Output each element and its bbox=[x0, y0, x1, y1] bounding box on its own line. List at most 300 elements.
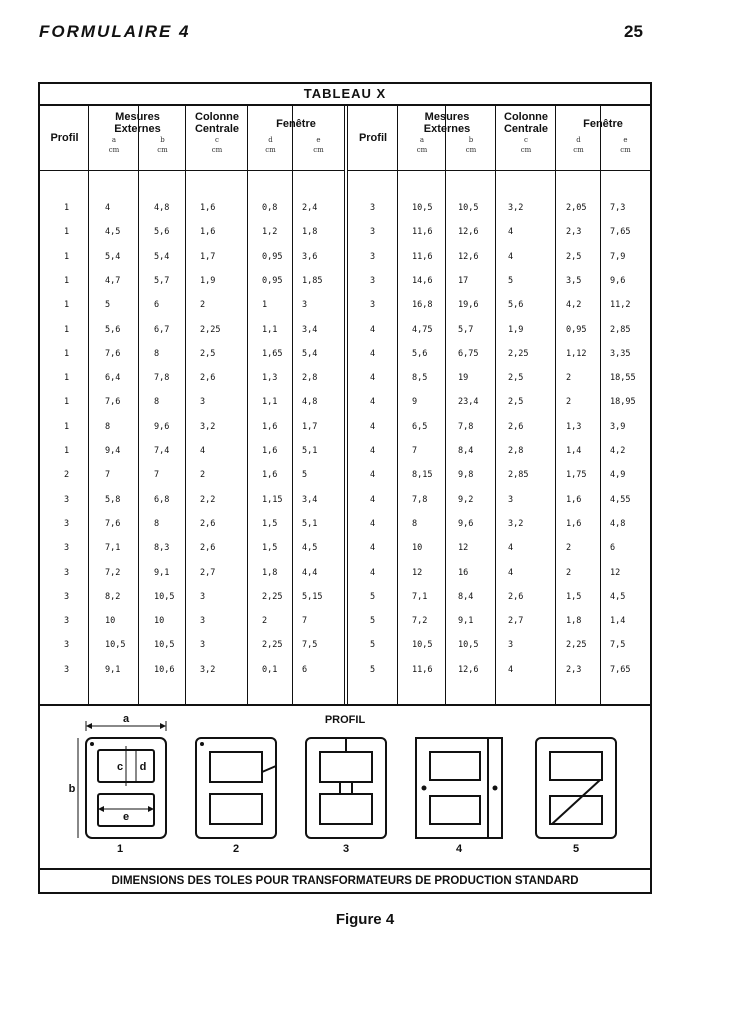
table-cell: 2 bbox=[566, 543, 572, 554]
profile-3-shape bbox=[306, 738, 386, 838]
table-cell: 4 bbox=[508, 664, 514, 675]
col-a-r bbox=[398, 104, 446, 704]
profile-number-2: 2 bbox=[232, 843, 240, 852]
table-cell: 1,5 bbox=[262, 543, 278, 554]
table-cell: 10,5 bbox=[154, 640, 175, 651]
table-cell: 6,8 bbox=[154, 494, 170, 505]
sub-c-r: c bbox=[524, 136, 528, 144]
table-cell: 5,6 bbox=[508, 300, 524, 311]
table-frame bbox=[38, 82, 652, 894]
table-cell: 2,05 bbox=[566, 203, 587, 213]
table-cell: 2,8 bbox=[508, 446, 524, 456]
table-cell: 12 bbox=[412, 567, 423, 578]
table-cell: 3 bbox=[200, 591, 206, 602]
dim-label-a: a bbox=[122, 713, 130, 725]
table-cell: 1,8 bbox=[262, 567, 278, 578]
table-cell: 2,5 bbox=[508, 397, 524, 408]
profil-title: PROFIL bbox=[324, 714, 366, 726]
table-cell: 1 bbox=[64, 397, 70, 408]
table-cell: 4 bbox=[508, 227, 514, 238]
arrow-right-icon bbox=[160, 723, 166, 729]
table-cell: 1,6 bbox=[262, 470, 278, 481]
table-cell: 1 bbox=[64, 300, 70, 311]
table-cell: 1 bbox=[64, 251, 70, 262]
table-cell: 7,65 bbox=[610, 227, 631, 238]
table-cell: 1 bbox=[64, 275, 70, 286]
table-cell: 4 bbox=[370, 470, 376, 481]
table-cell: 5,7 bbox=[458, 324, 474, 335]
col-c-r bbox=[496, 104, 556, 704]
table-cell: 4 bbox=[508, 251, 514, 262]
table-cell: 3,9 bbox=[610, 421, 626, 432]
table-cell: 9,4 bbox=[105, 446, 121, 456]
table-cell: 4 bbox=[370, 543, 376, 554]
header-mesures-1-r: Mesures bbox=[424, 111, 470, 123]
table-cell: 3 bbox=[64, 616, 70, 627]
col-d-r bbox=[556, 104, 601, 704]
hole-icon bbox=[493, 786, 498, 791]
table-cell: 1 bbox=[64, 421, 70, 432]
profile-5-shape bbox=[536, 738, 616, 838]
table-cell: 8,2 bbox=[105, 591, 121, 602]
table-cell: 2,5 bbox=[566, 251, 582, 262]
table-cell: 9 bbox=[412, 397, 418, 408]
table-cell: 2,6 bbox=[200, 543, 216, 554]
table-cell: 4,8 bbox=[610, 518, 626, 529]
table-cell: 12 bbox=[458, 543, 469, 554]
table-cell: 2,25 bbox=[566, 640, 587, 651]
header-mesures-2: Externes bbox=[114, 123, 161, 135]
table-cell: 9,8 bbox=[458, 470, 474, 481]
table-cell: 2,25 bbox=[200, 324, 221, 335]
table-cell: 10 bbox=[105, 616, 116, 627]
table-cell: 7 bbox=[302, 616, 308, 627]
col-c bbox=[186, 104, 248, 704]
table-cell: 3 bbox=[64, 494, 70, 505]
table-cell: 1,6 bbox=[262, 421, 278, 432]
table-cell: 4,2 bbox=[566, 300, 582, 311]
table-cell: 1,7 bbox=[302, 421, 318, 432]
table-header-left bbox=[40, 104, 344, 171]
table-cell: 1 bbox=[64, 324, 70, 335]
profile-2-shape bbox=[196, 738, 276, 838]
table-cell: 3,35 bbox=[610, 348, 631, 359]
table-cell: 7,2 bbox=[105, 567, 121, 578]
table-cell: 0,95 bbox=[566, 324, 587, 335]
table-cell: 2,6 bbox=[200, 373, 216, 384]
header-colonne-1: Colonne bbox=[195, 111, 239, 123]
table-cell: 9,1 bbox=[105, 664, 121, 675]
table-cell: 8,15 bbox=[412, 470, 433, 481]
dim-label-e: e bbox=[122, 811, 130, 823]
table-cell: 3,6 bbox=[302, 251, 318, 262]
table-cell: 3 bbox=[302, 300, 308, 311]
sub-a: a bbox=[111, 136, 117, 144]
table-cell: 5,1 bbox=[302, 446, 318, 456]
table-cell: 7 bbox=[105, 470, 111, 481]
table-cell: 8 bbox=[105, 421, 111, 432]
table-cell: 5 bbox=[370, 664, 376, 675]
table-cell: 7 bbox=[412, 446, 418, 456]
unit-e-r: cm bbox=[620, 146, 631, 154]
table-cell: 4 bbox=[370, 494, 376, 505]
table-cell: 2,3 bbox=[566, 664, 582, 675]
table-cell: 14,6 bbox=[412, 275, 433, 286]
unit-a-r: cm bbox=[416, 146, 428, 154]
hole-icon bbox=[200, 742, 204, 746]
table-cell: 16 bbox=[458, 567, 469, 578]
table-cell: 3 bbox=[370, 300, 376, 311]
table-cell: 7,3 bbox=[610, 203, 626, 213]
unit-b-r: cm bbox=[465, 146, 477, 154]
table-cell: 5,4 bbox=[154, 251, 170, 262]
table-cell: 3,4 bbox=[302, 324, 318, 335]
table-cell: 1,6 bbox=[566, 494, 582, 505]
header-fenetre-r: Fenêtre bbox=[583, 118, 623, 130]
unit-a: cm bbox=[108, 146, 120, 154]
table-cell: 7,5 bbox=[302, 640, 318, 651]
table-cell: 9,2 bbox=[458, 494, 474, 505]
table-cell: 7,1 bbox=[105, 543, 121, 554]
table-cell: 2 bbox=[262, 616, 268, 627]
arrow-left-icon bbox=[86, 723, 92, 729]
table-cell: 1 bbox=[64, 373, 70, 384]
table-cell: 1,7 bbox=[200, 251, 216, 262]
table-cell: 10,5 bbox=[154, 591, 175, 602]
header-mesures-1: Mesures bbox=[115, 111, 160, 123]
profile-number-4: 4 bbox=[455, 843, 463, 852]
table-cell: 4 bbox=[370, 421, 376, 432]
table-cell: 2,6 bbox=[200, 518, 216, 529]
table-cell: 1,15 bbox=[262, 494, 283, 505]
table-cell: 4 bbox=[370, 373, 376, 384]
table-cell: 12 bbox=[610, 567, 621, 578]
table-cell: 1,4 bbox=[566, 446, 582, 456]
table-cell: 7,8 bbox=[458, 421, 474, 432]
table-cell: 12,6 bbox=[458, 664, 479, 675]
table-caption: DIMENSIONS DES TOLES POUR TRANSFORMATEURS DE PRODUCTION STANDARD bbox=[40, 868, 650, 892]
table-cell: 10,5 bbox=[458, 203, 479, 213]
table-cell: 9,6 bbox=[458, 518, 474, 529]
table-cell: 4,5 bbox=[302, 543, 318, 554]
table-cell: 9,6 bbox=[610, 275, 626, 286]
table-cell: 2 bbox=[64, 470, 70, 481]
table-cell: 3 bbox=[508, 494, 514, 505]
table-cell: 8 bbox=[154, 397, 160, 408]
table-cell: 7,9 bbox=[610, 251, 626, 262]
table-cell: 3 bbox=[370, 251, 376, 262]
table-cell: 4 bbox=[370, 518, 376, 529]
table-cell: 1,3 bbox=[262, 373, 278, 384]
table-title: TABLEAU X bbox=[40, 84, 650, 106]
sub-d: d bbox=[268, 136, 273, 144]
table-cell: 4 bbox=[508, 567, 514, 578]
table-cell: 1 bbox=[64, 446, 70, 456]
table-cell: 10,6 bbox=[154, 664, 175, 675]
col-b bbox=[139, 104, 186, 704]
table-cell: 9,6 bbox=[154, 421, 170, 432]
table-cell: 3,2 bbox=[200, 664, 216, 675]
table-cell: 3 bbox=[64, 543, 70, 554]
table-cell: 1,6 bbox=[566, 518, 582, 529]
table-cell: 7,65 bbox=[610, 664, 631, 675]
table-cell: 19 bbox=[458, 373, 469, 384]
table-cell: 1,6 bbox=[200, 203, 216, 213]
table-cell: 6,4 bbox=[105, 373, 121, 384]
table-cell: 11,6 bbox=[412, 227, 433, 238]
table-cell: 4 bbox=[370, 397, 376, 408]
profile-number-3: 3 bbox=[342, 843, 350, 852]
table-cell: 1,9 bbox=[200, 275, 216, 286]
table-cell: 8 bbox=[154, 348, 160, 359]
table-cell: 10,5 bbox=[412, 640, 433, 651]
lamination-profiles-diagram bbox=[40, 706, 650, 852]
header-profil: Profil bbox=[50, 132, 79, 144]
table-cell: 4 bbox=[370, 348, 376, 359]
figure-label: Figure 4 bbox=[335, 911, 395, 928]
table-left-half bbox=[40, 104, 344, 704]
table-cell: 3 bbox=[200, 616, 206, 627]
table-cell: 6 bbox=[302, 664, 308, 675]
table-cell: 4 bbox=[200, 446, 206, 456]
table-cell: 6 bbox=[154, 300, 160, 311]
sub-d-r: d bbox=[576, 136, 581, 144]
table-cell: 2,85 bbox=[508, 470, 529, 481]
table-cell: 12,6 bbox=[458, 251, 479, 262]
table-cell: 4 bbox=[370, 324, 376, 335]
profile-4-shape bbox=[416, 738, 502, 838]
profil-section bbox=[40, 704, 650, 874]
table-cell: 3,4 bbox=[302, 494, 318, 505]
table-cell: 7,6 bbox=[105, 397, 121, 408]
table-cell: 0,95 bbox=[262, 251, 283, 262]
table-cell: 3 bbox=[200, 640, 206, 651]
table-cell: 5,8 bbox=[105, 494, 121, 505]
table-cell: 23,4 bbox=[458, 397, 479, 408]
table-cell: 7,8 bbox=[412, 494, 428, 505]
table-cell: 10,5 bbox=[458, 640, 479, 651]
table-cell: 19,6 bbox=[458, 300, 479, 311]
table-cell: 1,8 bbox=[302, 227, 318, 238]
table-cell: 4 bbox=[370, 446, 376, 456]
table-cell: 11,6 bbox=[412, 664, 433, 675]
table-cell: 1,2 bbox=[262, 227, 278, 238]
table-cell: 10,5 bbox=[105, 640, 126, 651]
table-cell: 1,6 bbox=[200, 227, 216, 238]
table-cell: 5 bbox=[302, 470, 308, 481]
table-cell: 8 bbox=[154, 518, 160, 529]
table-cell: 4,5 bbox=[610, 591, 626, 602]
table-cell: 1 bbox=[64, 203, 70, 213]
table-cell: 3 bbox=[64, 591, 70, 602]
table-cell: 0,1 bbox=[262, 664, 278, 675]
table-cell: 2 bbox=[200, 470, 206, 481]
table-cell: 5,1 bbox=[302, 518, 318, 529]
table-cell: 9,1 bbox=[458, 616, 474, 627]
table-cell: 1,85 bbox=[302, 275, 323, 286]
table-cell: 18,55 bbox=[610, 373, 636, 384]
table-cell: 2,6 bbox=[508, 421, 524, 432]
table-cell: 1,8 bbox=[566, 616, 582, 627]
table-cell: 7,2 bbox=[412, 616, 428, 627]
table-cell: 2 bbox=[200, 300, 206, 311]
table-cell: 10 bbox=[154, 616, 165, 627]
table-cell: 1,1 bbox=[262, 324, 278, 335]
header-colonne-2: Centrale bbox=[194, 123, 240, 135]
table-cell: 2 bbox=[566, 397, 572, 408]
sub-c: c bbox=[215, 136, 219, 144]
table-cell: 5,15 bbox=[302, 591, 323, 602]
sub-e-r: e bbox=[623, 136, 628, 144]
table-cell: 7,4 bbox=[154, 446, 170, 456]
table-cell: 4,4 bbox=[302, 567, 318, 578]
table-cell: 0,95 bbox=[262, 275, 283, 286]
table-cell: 3 bbox=[370, 275, 376, 286]
table-right-half bbox=[348, 104, 650, 704]
table-cell: 5,7 bbox=[154, 275, 170, 286]
table-cell: 2,3 bbox=[566, 227, 582, 238]
table-cell: 2 bbox=[566, 567, 572, 578]
table-cell: 3,2 bbox=[200, 421, 216, 432]
table-cell: 8 bbox=[412, 518, 418, 529]
table-cell: 5,6 bbox=[412, 348, 428, 359]
table-cell: 11,6 bbox=[412, 251, 433, 262]
table-cell: 7,6 bbox=[105, 518, 121, 529]
header-colonne-2-r: Centrale bbox=[503, 123, 549, 135]
table-cell: 6,75 bbox=[458, 348, 479, 359]
unit-d-r: cm bbox=[573, 146, 584, 154]
table-cell: 3,5 bbox=[566, 275, 582, 286]
table-cell: 4,2 bbox=[610, 446, 626, 456]
unit-c-r: cm bbox=[520, 146, 532, 154]
table-cell: 4,9 bbox=[610, 470, 626, 481]
table-cell: 1 bbox=[64, 227, 70, 238]
table-cell: 10 bbox=[412, 543, 423, 554]
dim-label-d: d bbox=[139, 761, 147, 773]
table-cell: 5,4 bbox=[302, 348, 318, 359]
table-cell: 18,95 bbox=[610, 397, 636, 408]
table-cell: 8,4 bbox=[458, 591, 474, 602]
table-cell: 5,4 bbox=[105, 251, 121, 262]
table-cell: 4,5 bbox=[105, 227, 121, 238]
table-cell: 1,9 bbox=[508, 324, 524, 335]
table-cell: 6,7 bbox=[154, 324, 170, 335]
table-cell: 2 bbox=[566, 373, 572, 384]
table-cell: 7,1 bbox=[412, 591, 428, 602]
table-cell: 2,5 bbox=[508, 373, 524, 384]
sub-a-r: a bbox=[419, 136, 425, 144]
table-cell: 1,1 bbox=[262, 397, 278, 408]
table-cell: 3 bbox=[200, 397, 206, 408]
table-cell: 2,25 bbox=[262, 640, 283, 651]
unit-b: cm bbox=[157, 146, 168, 154]
table-cell: 3 bbox=[64, 567, 70, 578]
table-cell: 1,5 bbox=[566, 591, 582, 602]
page-number: 25 bbox=[624, 22, 643, 41]
table-cell: 5 bbox=[370, 640, 376, 651]
table-cell: 3 bbox=[64, 664, 70, 675]
table-cell: 1,3 bbox=[566, 421, 582, 432]
table-cell: 5 bbox=[105, 300, 111, 311]
table-cell: 2,4 bbox=[302, 203, 318, 213]
table-cell: 4,55 bbox=[610, 494, 631, 505]
table-cell: 0,8 bbox=[262, 203, 278, 213]
table-cell: 2,25 bbox=[508, 348, 529, 359]
header-fenetre: Fenêtre bbox=[276, 118, 316, 130]
table-cell: 11,2 bbox=[610, 300, 631, 311]
unit-d: cm bbox=[265, 146, 276, 154]
table-cell: 3 bbox=[370, 227, 376, 238]
table-cell: 2,85 bbox=[610, 324, 631, 335]
table-cell: 2,8 bbox=[302, 373, 318, 384]
table-cell: 4,75 bbox=[412, 324, 433, 335]
table-cell: 4,8 bbox=[302, 397, 318, 408]
table-cell: 8,4 bbox=[458, 446, 474, 456]
table-cell: 5,6 bbox=[154, 227, 170, 238]
sub-e: e bbox=[316, 136, 321, 144]
table-cell: 1,75 bbox=[566, 470, 587, 481]
sub-b-r: b bbox=[468, 136, 474, 144]
table-cell: 5 bbox=[508, 275, 514, 286]
table-cell: 4,8 bbox=[154, 203, 170, 213]
hole-icon bbox=[90, 742, 94, 746]
table-cell: 1 bbox=[262, 300, 268, 311]
table-cell: 10,5 bbox=[412, 203, 433, 213]
table-cell: 2,6 bbox=[508, 591, 524, 602]
table-cell: 7 bbox=[154, 470, 160, 481]
table-cell: 2,5 bbox=[200, 348, 216, 359]
table-cell: 1,4 bbox=[610, 616, 626, 627]
table-cell: 3 bbox=[64, 640, 70, 651]
sub-b: b bbox=[160, 136, 165, 144]
page-header-title: FORMULAIRE 4 bbox=[39, 22, 191, 41]
table-cell: 1,12 bbox=[566, 348, 587, 359]
table-cell: 16,8 bbox=[412, 300, 433, 311]
header-mesures-2-r: Externes bbox=[423, 123, 471, 135]
table-cell: 2,7 bbox=[508, 616, 524, 627]
table-cell: 3 bbox=[508, 640, 514, 651]
table-cell: 7,6 bbox=[105, 348, 121, 359]
table-cell: 12,6 bbox=[458, 227, 479, 238]
table-cell: 6 bbox=[610, 543, 616, 554]
header-colonne-1-r: Colonne bbox=[504, 111, 548, 123]
table-cell: 17 bbox=[458, 275, 469, 286]
hole-icon bbox=[422, 786, 427, 791]
table-cell: 3 bbox=[64, 518, 70, 529]
table-cell: 7,5 bbox=[610, 640, 626, 651]
table-cell: 5 bbox=[370, 591, 376, 602]
table-cell: 5,6 bbox=[105, 324, 121, 335]
dim-label-b: b bbox=[68, 783, 76, 795]
unit-e: cm bbox=[313, 146, 324, 154]
table-cell: 4 bbox=[105, 203, 111, 213]
table-cell: 3,2 bbox=[508, 203, 524, 213]
profile-number-1: 1 bbox=[116, 843, 124, 852]
dim-label-c: c bbox=[116, 761, 124, 773]
table-cell: 6,5 bbox=[412, 421, 428, 432]
table-cell: 1,6 bbox=[262, 446, 278, 456]
table-cell: 4 bbox=[508, 543, 514, 554]
table-cell: 8,3 bbox=[154, 543, 170, 554]
unit-c: cm bbox=[211, 146, 223, 154]
table-cell: 1,65 bbox=[262, 348, 283, 359]
col-e bbox=[293, 104, 344, 704]
table-header-right bbox=[348, 104, 650, 171]
table-cell: 1 bbox=[64, 348, 70, 359]
table-cell: 2,7 bbox=[200, 567, 216, 578]
table-cell: 3,2 bbox=[508, 518, 524, 529]
table-cell: 4,7 bbox=[105, 275, 121, 286]
